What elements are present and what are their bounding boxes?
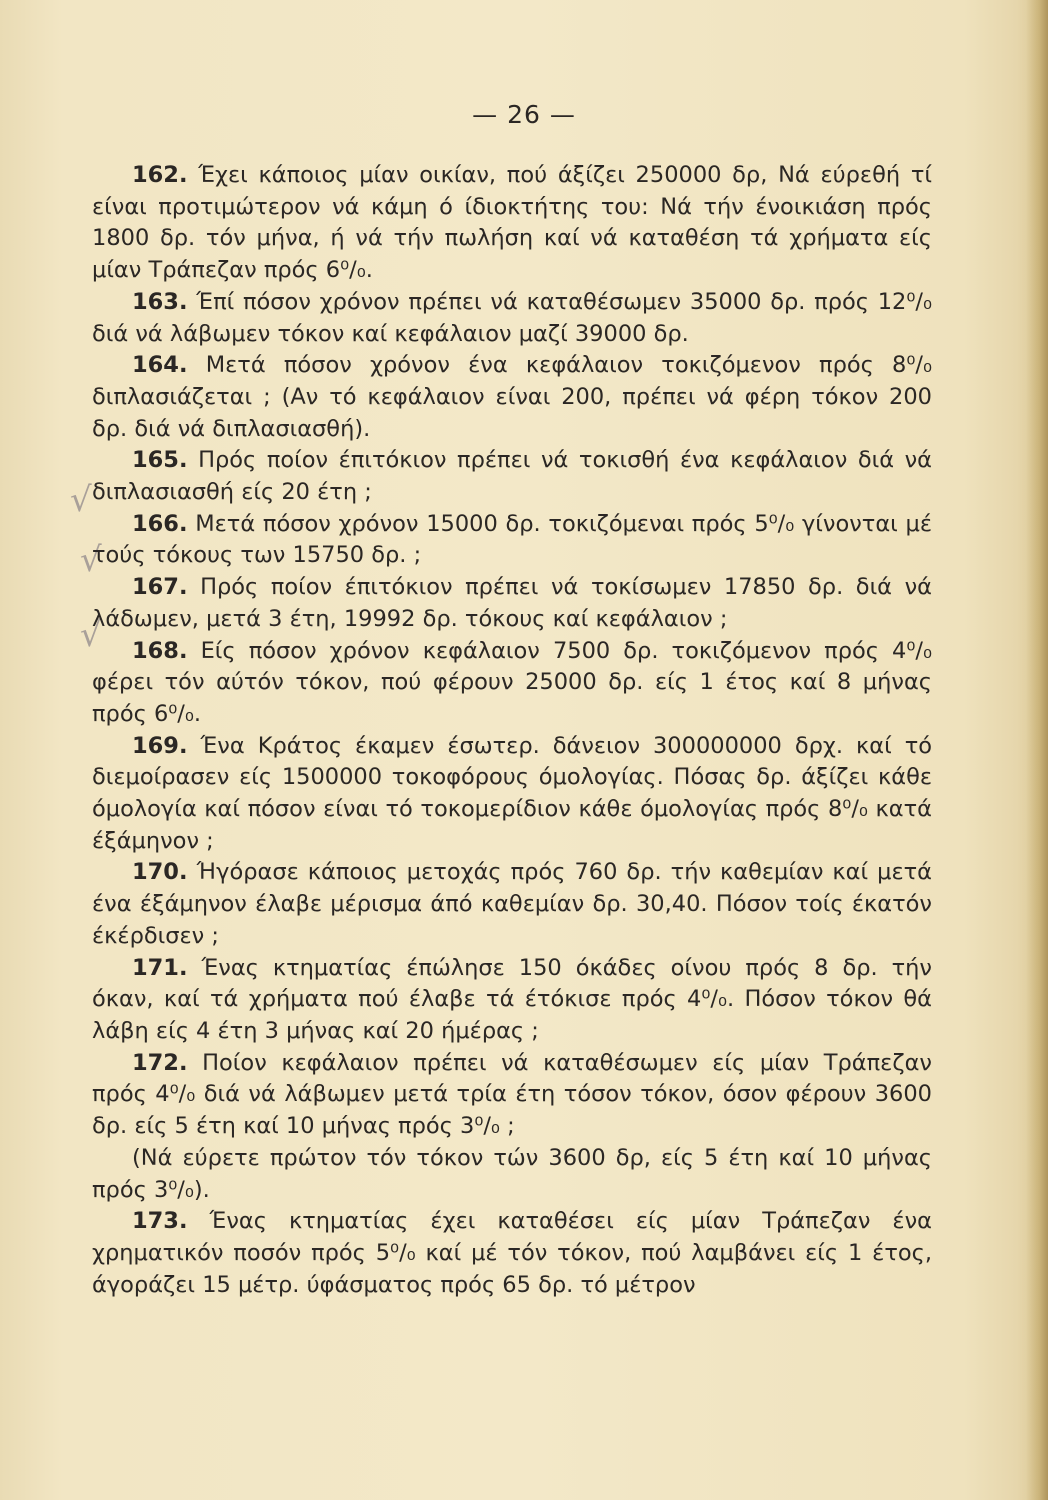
problem-163: 163. Έπί πόσον χρόνον πρέπει νά καταθέσωμεν 35000 δρ. πρός 12⁰/₀ διά νά λάβωμεν τόκον καί κεφάλαιον μαζί 39000 δρ. (92, 288, 932, 347)
problem-169: 169. Ένα Κράτος έκαμεν έσωτερ. δάνειον 300000000 δρχ. καί τό διεμοίρασεν είς 1500000 τοκοφόρους όμολογίας. Πόσας δρ. άξίζει κάθε όμολογία καί πόσον είναι τό τοκομερίδιον κάθε όμολογίας πρός 8⁰/₀ κατά έξάμηνον ; (92, 732, 933, 854)
problems-text (92, 160, 932, 1301)
pencil-check-mark-167: √ (80, 615, 102, 655)
page-number: — 26 — (472, 100, 576, 129)
page-edge-shadow (1026, 0, 1048, 1500)
problem-173: 173. Ένας κτηματίας έχει καταθέσει είς μίαν Τράπεζαν ένα χρηματικόν ποσόν πρός 5⁰/₀ καί μέ τόν τόκον, πού λαμβάνει είς 1 έτος, άγοράζει 15 μέτρ. ύφάσματος πρός 65 δρ. τό μέτρον (92, 1208, 932, 1298)
problem-167: 167. Πρός ποίον έπιτόκιον πρέπει νά τοκίσωμεν 17850 δρ. διά νά λάδωμεν, μετά 3 έτη, 19992 δρ. τόκους καί κεφάλαιον ; (92, 574, 932, 632)
problem-171: 171. Ένας κτηματίας έπώλησε 150 όκάδες οίνου πρός 8 δρ. τήν όκαν, καί τά χρήματα πού έλαβε τά έτόκισε πρός 4⁰/₀. Πόσον τόκον θά λάβη είς 4 έτη 3 μήνας καί 20 ήμέρας ; (92, 954, 932, 1044)
problem-165: 165. Πρός ποίον έπιτόκιον πρέπει νά τοκισθή ένα κεφάλαιον διά νά διπλασιασθή είς 20 έτη ; (92, 447, 932, 506)
pencil-check-mark-165: √ (70, 480, 92, 520)
problem-168: 168. Είς πόσον χρόνον κεφάλαιον 7500 δρ. τοκιζόμενον πρός 4⁰/₀ φέρει τόν αύτόν τόκον, πού φέρουν 25000 δρ. είς 1 έτος καί 8 μήνας πρός 6⁰/₀. (92, 637, 932, 727)
problem-172: 172. Ποίον κεφάλαιον πρέπει νά καταθέσωμεν είς μίαν Τράπεζαν πρός 4⁰/₀ διά νά λάβωμεν μετά τρία έτη τόσον τόκον, όσον φέρουν 3600 δρ. είς 5 έτη καί 10 μήνας πρός 3⁰/₀ ; (92, 1049, 932, 1140)
problem-164: 164. Μετά πόσον χρόνον ένα κεφάλαιον τοκιζόμενον πρός 8⁰/₀ διπλασιάζεται ; (Αν τό κεφάλαιον είναι 200, πρέπει νά φέρη τόκον 200 δρ. διά νά διπλασιασθή). (92, 352, 932, 442)
problem-162: 162. Έχει κάποιος μίαν οικίαν, πού άξίζει 250000 δρ, Νά εύρεθή τί είναι προτιμώτερον νά κάμη ό ίδιοκτήτης του: Νά τήν ένοικιάση πρός 1800 δρ. τόν μήνα, ή νά τήν πωλήση καί νά καταθέση τά χρήματα είς μίαν Τράπεζαν πρός 6⁰/₀. (92, 162, 932, 284)
problem-172-note: (Νά εύρετε πρώτον τόν τόκον τών 3600 δρ, είς 5 έτη καί 10 μήνας πρός 3⁰/₀). (92, 1144, 932, 1203)
problem-166: 166. Μετά πόσον χρόνον 15000 δρ. τοκιζόμεναι πρός 5⁰/₀ γίνονται μέ τούς τόκους των 15750 δρ. ; (92, 510, 932, 569)
problem-170: 170. Ήγόρασε κάποιος μετοχάς πρός 760 δρ. τήν καθεμίαν καί μετά ένα έξάμηνον έλαβε μέρισμα άπό καθεμίαν δρ. 30,40. Πόσον τοίς έκατόν έκέρδισεν ; (92, 859, 932, 949)
pencil-check-mark-166: √ (80, 540, 102, 580)
